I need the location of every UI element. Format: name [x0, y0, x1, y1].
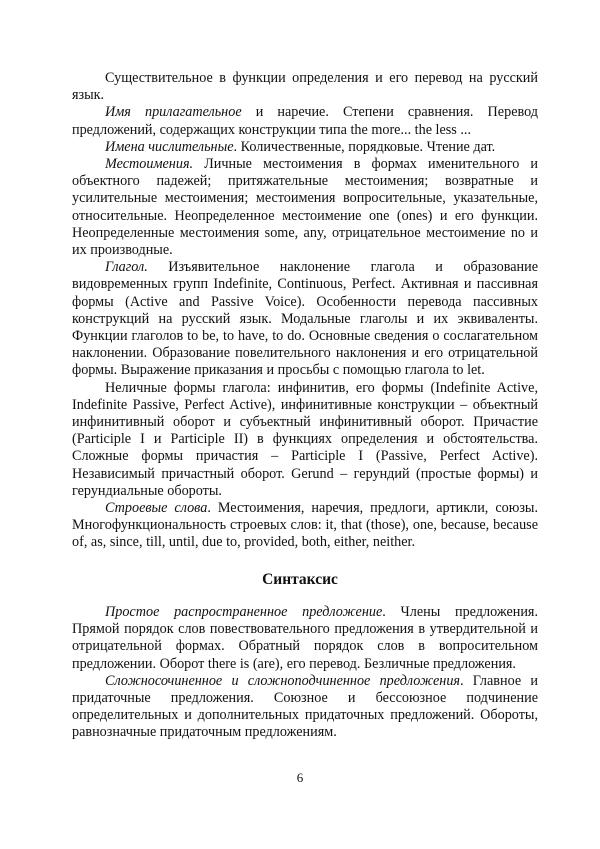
paragraph-lead: Имя прилагательное: [105, 104, 242, 121]
paragraph-text: Изъявительное наклонение глагола и образование видовременных групп Indefinite, Continuous, Perfect. Активная и пассивная формы (Active and Passive Voice). Особенности перевода пассивных конструкций на русский язык. Модальные глаголы и их эквиваленты. Функции глаголов to be, to have, to do. Основные сведения о сослагательном наклонении. Образование повелительного наклонения и его отрицательной формы. Выражение приказания и просьбы с помощью глагола to let.: [72, 259, 538, 379]
paragraph-text: . Количественные, порядковые. Чтение дат.: [233, 138, 496, 155]
paragraph-text: Личные местоимения в формах именительного и объектного падежей; притяжательные местоимения; возвратные и усилительные местоимения; местоимения вопросительные, указательные, относительные. Неопределенное местоимение one (ones) и его функции. Неопределенные местоимения some, any, отрицательное местоимение no и их производные.: [72, 156, 538, 259]
paragraph-text: Неличные формы глагола: инфинитив, его формы (Indefinite Active, Indefinite Passive, Perfect Active), инфинитивные конструкции – объектный инфинитивный оборот и субъектный инфинитивный оборот. Причастие (Participle I и Participle II) в функциях определения и обстоятельства. Сложные формы причастия – Participle I (Passive, Perfect Active). Независимый причастный оборот. Gerund – герундий (простые формы) и герундиальные обороты.: [72, 379, 538, 499]
paragraph-text: Существительное в функции определения и его перевод на русский язык.: [72, 70, 538, 104]
paragraph-lead: Местоимения.: [105, 156, 194, 173]
paragraph-lead: Простое распространенное предложение: [105, 604, 383, 620]
paragraph-text: . Местоимения, наречия, предлоги, артикли, союзы. Многофункциональность строевых слов: it, that (those), one, because, because of, as, since, till, until, due to, provided, both, either, neither.: [72, 500, 538, 551]
paragraph-lead: Глагол.: [105, 259, 148, 276]
paragraph-verb: [72, 259, 538, 379]
paragraph-complex-sentence: [72, 673, 538, 742]
paragraph-text: . Члены предложения. Прямой порядок слов повествовательного предложения в утвердительной и отрицательной формах. Обратный порядок слов в вопросительном предложении. Оборот there is (are), его перевод. Безличные предложения.: [72, 604, 538, 672]
grammar-topics-section: [72, 70, 538, 552]
paragraph-noun: [72, 70, 538, 104]
paragraph-function-words: [72, 500, 538, 552]
section-heading-syntax: Синтаксис: [262, 571, 338, 588]
page-number: 6: [296, 770, 304, 785]
paragraph-text: . Главное и придаточные предложения. Союзное и бессоюзное подчинение определительных и дополнительных придаточных предложений. Обороты, равнозначные придаточным предложениям.: [72, 672, 538, 741]
paragraph-simple-sentence: [72, 604, 538, 673]
paragraph-adjective: [72, 104, 538, 138]
paragraph-lead: Имена числительные: [105, 138, 234, 155]
paragraph-text: и наречие. Степени сравнения. Перевод предложений, содержащих конструкции типа the more... the less ...: [72, 104, 538, 138]
syntax-section: [72, 604, 538, 742]
paragraph-lead: Сложносочиненное и сложноподчиненное предложения: [105, 672, 461, 689]
paragraph-nonfinite-forms: [72, 380, 538, 500]
paragraph-pronouns: [72, 156, 538, 259]
paragraph-numerals: [72, 139, 538, 156]
paragraph-lead: Строевые слова: [105, 500, 208, 517]
